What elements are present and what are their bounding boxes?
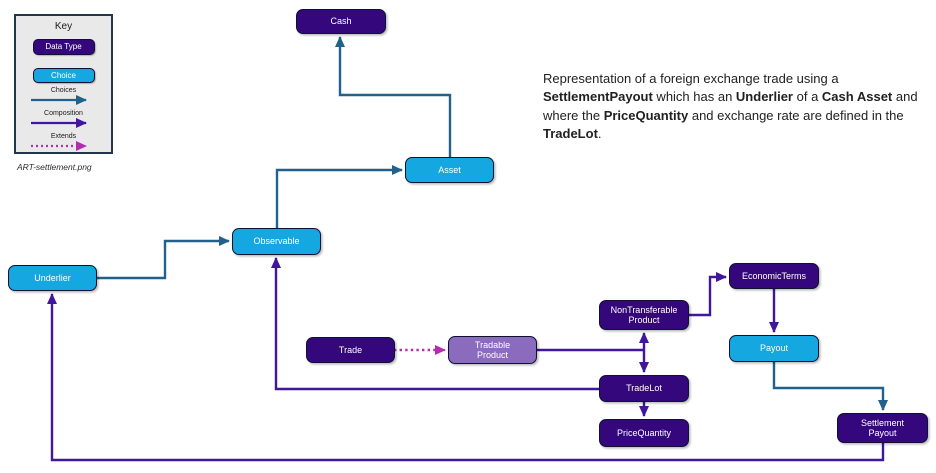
edge-payout-to-settlementpayout [774,362,883,410]
node-label: Observable [253,236,300,247]
choices-arrow-icon [28,94,100,106]
annotation-bold-segment: Cash Asset [821,89,893,105]
node-economic-terms [729,263,819,289]
legend-composition-row [28,110,100,129]
node-label: Tradable Product [474,339,511,360]
annotation-segment: of a [793,89,822,105]
extends-arrow-icon [28,140,100,152]
legend-choices-row [28,87,100,106]
node-observable [232,228,321,255]
diagram-filename: ART-settlement.png [17,162,92,172]
node-label: Payout [759,343,789,354]
node-price-quantity [599,419,689,447]
annotation-text [543,70,935,144]
node-settlement-payout [837,413,928,443]
legend-data-type-label: Data Type [45,42,82,52]
node-trade-lot [599,375,689,402]
node-payout [729,335,819,362]
edge-asset-to-cash [340,37,450,157]
node-label: Trade [338,344,363,355]
annotation-bold-segment: PriceQuantity [603,107,689,123]
node-nontransferable-product [599,300,689,330]
node-label: Underlier [34,272,71,283]
annotation-segment: Representation of a foreign exchange trade using a [543,71,839,86]
node-underlier [8,265,97,291]
legend-choices-label: Choices [50,87,77,94]
legend-data-type-pill [33,39,95,55]
edge-settlementpayout-to-underlier [52,294,883,460]
annotation-bold-segment: SettlementPayout [543,89,653,105]
legend-choice-label: Choice [51,70,76,80]
annotation-bold-segment: Underlier [735,89,793,105]
edge-tradelot-to-observable [276,258,599,389]
node-label: Cash [330,16,352,27]
edge-observable-to-asset [277,170,402,228]
edge-underlier-to-observable [97,241,229,278]
legend-composition-label: Composition [44,110,83,117]
annotation-segment: . [597,126,602,142]
node-label: TradeLot [626,383,662,394]
node-label: PriceQuantity [616,427,672,438]
node-label: EconomicTerms [741,270,806,281]
node-asset [405,157,494,183]
annotation-segment: and exchange rate are defined in the [688,107,904,123]
legend-choice-pill [33,68,95,84]
node-cash [296,9,386,34]
legend-extends-row [28,133,100,152]
legend-extends-label: Extends [50,133,77,140]
node-label: NonTransferable Product [610,304,678,325]
legend-key [14,14,113,154]
node-label: Settlement Payout [860,417,905,438]
edge-nontransferable-to-economicterms [689,277,726,315]
annotation-bold-segment: TradeLot [543,126,598,142]
composition-arrow-icon [28,117,100,129]
node-label: Asset [438,164,461,175]
annotation-segment: and where the [543,89,918,123]
legend-title: Key [54,21,73,32]
node-trade [306,337,395,363]
node-tradable-product [448,336,537,364]
annotation-segment: which has an [652,89,736,105]
